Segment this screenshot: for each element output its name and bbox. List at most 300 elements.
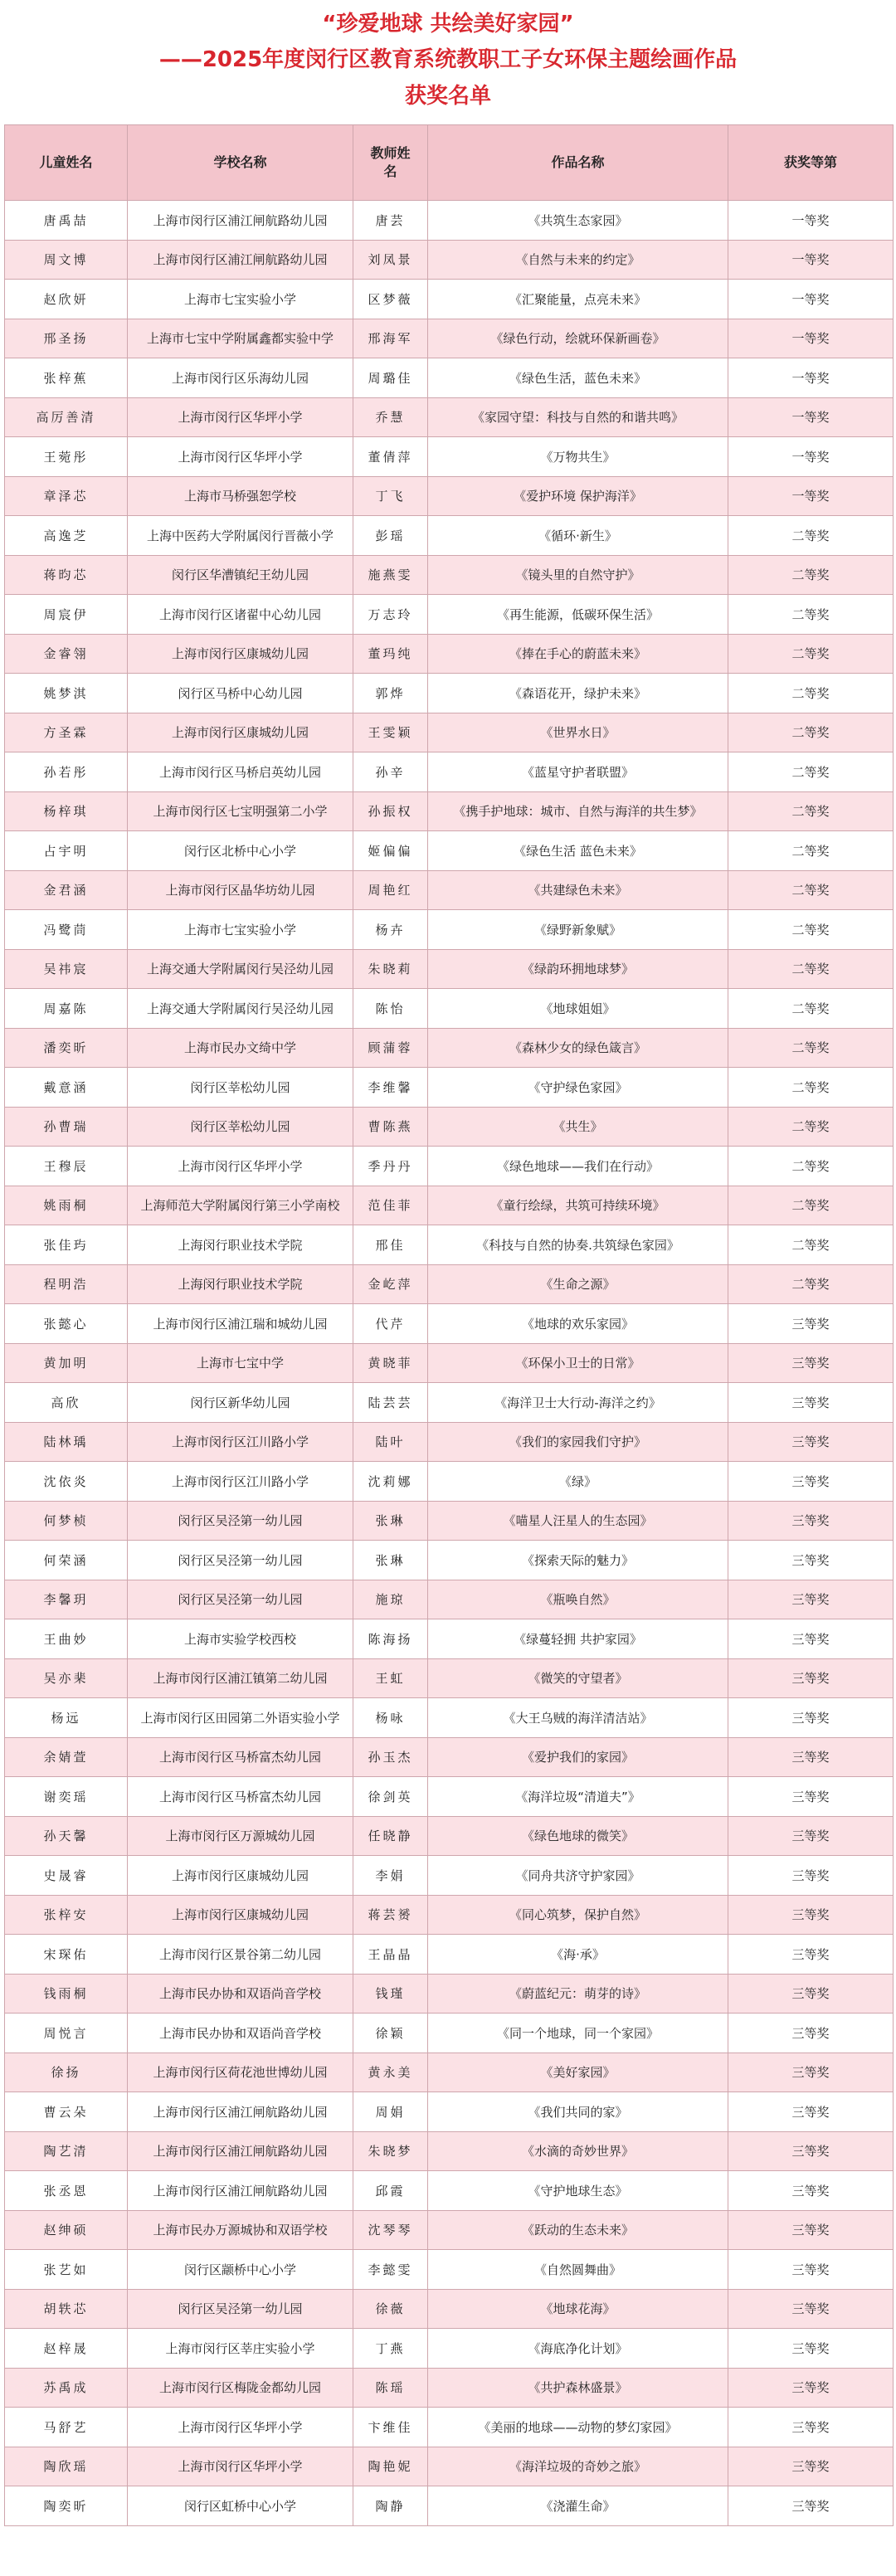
child-name-cell: 周宸伊 <box>5 595 128 635</box>
award-level-cell: 三等奖 <box>728 2210 894 2250</box>
school-name-cell: 上海市闵行区华坪小学 <box>128 2408 353 2447</box>
table-row <box>5 1422 894 1462</box>
school-name-cell: 闵行区马桥中心幼儿园 <box>128 674 353 713</box>
child-name-cell: 沈依炎 <box>5 1462 128 1502</box>
school-name-cell: 上海师范大学附属闵行第三小学南校 <box>128 1186 353 1225</box>
artwork-name-cell: 《自然与未来的约定》 <box>428 240 728 280</box>
award-level-cell: 一等奖 <box>728 280 894 319</box>
award-level-cell: 一等奖 <box>728 397 894 437</box>
child-name-cell: 何荣涵 <box>5 1541 128 1580</box>
award-level-cell: 二等奖 <box>728 949 894 989</box>
school-name-cell: 上海市闵行区马桥启英幼儿园 <box>128 752 353 792</box>
teacher-name-cell: 施琼 <box>353 1580 428 1619</box>
artwork-name-cell: 《我们共同的家》 <box>428 2092 728 2132</box>
teacher-name-cell: 曹陈燕 <box>353 1107 428 1147</box>
school-name-cell: 上海市闵行区浦江闸航路幼儿园 <box>128 2171 353 2211</box>
school-name-cell: 闵行区吴泾第一幼儿园 <box>128 1580 353 1619</box>
teacher-name-cell: 王晶晶 <box>353 1935 428 1975</box>
child-name-cell: 王菀彤 <box>5 437 128 477</box>
school-name-cell: 上海市民办协和双语尚音学校 <box>128 1974 353 2014</box>
school-name-cell: 上海市闵行区莘庄实验小学 <box>128 2329 353 2369</box>
teacher-name-cell: 范佳菲 <box>353 1186 428 1225</box>
table-row <box>5 319 894 358</box>
teacher-name-cell: 徐颖 <box>353 2014 428 2053</box>
child-name-cell: 苏禹成 <box>5 2368 128 2408</box>
child-name-cell: 徐扬 <box>5 2053 128 2092</box>
table-row <box>5 1974 894 2014</box>
award-level-cell: 一等奖 <box>728 437 894 477</box>
table-row <box>5 1068 894 1108</box>
child-name-cell: 潘奕昕 <box>5 1028 128 1068</box>
award-level-cell: 三等奖 <box>728 2171 894 2211</box>
award-level-cell: 三等奖 <box>728 1304 894 1344</box>
artwork-name-cell: 《海洋卫士大行动-海洋之约》 <box>428 1383 728 1423</box>
table-row <box>5 2250 894 2290</box>
school-name-cell: 闵行区北桥中心小学 <box>128 831 353 871</box>
table-row <box>5 397 894 437</box>
table-row <box>5 280 894 319</box>
award-level-cell: 二等奖 <box>728 989 894 1029</box>
award-level-cell: 三等奖 <box>728 1541 894 1580</box>
school-name-cell: 上海市闵行区景谷第二幼儿园 <box>128 1935 353 1975</box>
artwork-name-cell: 《共护森林盛景》 <box>428 2368 728 2408</box>
teacher-name-cell: 周娟 <box>353 2092 428 2132</box>
table-row <box>5 1186 894 1225</box>
child-name-cell: 孙曹瑞 <box>5 1107 128 1147</box>
artwork-name-cell: 《守护绿色家园》 <box>428 1068 728 1108</box>
child-name-cell: 胡轶芯 <box>5 2289 128 2329</box>
artwork-name-cell: 《自然圆舞曲》 <box>428 2250 728 2290</box>
award-table <box>4 124 894 2526</box>
artwork-name-cell: 《共建绿色未来》 <box>428 870 728 910</box>
teacher-name-cell: 区梦薇 <box>353 280 428 319</box>
table-row <box>5 634 894 674</box>
school-name-cell: 闵行区莘松幼儿园 <box>128 1068 353 1108</box>
child-name-cell: 王穆辰 <box>5 1147 128 1186</box>
award-level-cell: 三等奖 <box>728 1856 894 1896</box>
artwork-name-cell: 《循环·新生》 <box>428 516 728 556</box>
artwork-name-cell: 《汇聚能量，点亮未来》 <box>428 280 728 319</box>
award-level-cell: 二等奖 <box>728 870 894 910</box>
table-row <box>5 1816 894 1856</box>
award-level-cell: 三等奖 <box>728 1462 894 1502</box>
artwork-name-cell: 《绿色行动，绘就环保新画卷》 <box>428 319 728 358</box>
school-name-cell: 上海市闵行区七宝明强第二小学 <box>128 791 353 831</box>
child-name-cell: 钱雨桐 <box>5 1974 128 2014</box>
table-row <box>5 1304 894 1344</box>
child-name-cell: 曹云朵 <box>5 2092 128 2132</box>
award-level-cell: 三等奖 <box>728 1343 894 1383</box>
award-level-cell: 三等奖 <box>728 2250 894 2290</box>
table-row <box>5 2329 894 2369</box>
table-row <box>5 1619 894 1659</box>
child-name-cell: 张梓蕉 <box>5 358 128 398</box>
artwork-name-cell: 《蔚蓝纪元：萌芽的诗》 <box>428 1974 728 2014</box>
teacher-name-cell: 蒋芸赟 <box>353 1895 428 1935</box>
award-level-cell: 二等奖 <box>728 910 894 950</box>
school-name-cell: 上海交通大学附属闵行吴泾幼儿园 <box>128 989 353 1029</box>
child-name-cell: 陶欣瑶 <box>5 2447 128 2486</box>
teacher-name-cell: 施燕雯 <box>353 555 428 595</box>
table-row <box>5 1028 894 1068</box>
table-row <box>5 595 894 635</box>
teacher-name-cell: 朱晓莉 <box>353 949 428 989</box>
award-level-cell: 三等奖 <box>728 2131 894 2171</box>
table-row <box>5 1935 894 1975</box>
award-level-cell: 二等奖 <box>728 1186 894 1225</box>
artwork-name-cell: 《绿色地球的微笑》 <box>428 1816 728 1856</box>
artwork-name-cell: 《绿野新象赋》 <box>428 910 728 950</box>
table-row <box>5 1777 894 1817</box>
table-row <box>5 1895 894 1935</box>
child-name-cell: 邢圣扬 <box>5 319 128 358</box>
child-name-cell: 占宇明 <box>5 831 128 871</box>
table-row <box>5 752 894 792</box>
school-name-cell: 闵行区莘松幼儿园 <box>128 1107 353 1147</box>
child-name-cell: 唐禹喆 <box>5 201 128 241</box>
award-level-cell: 二等奖 <box>728 791 894 831</box>
teacher-name-cell: 郭烨 <box>353 674 428 713</box>
teacher-name-cell: 万志玲 <box>353 595 428 635</box>
artwork-name-cell: 《共筑生态家园》 <box>428 201 728 241</box>
table-body <box>5 201 894 2526</box>
school-name-cell: 上海市闵行区晶华坊幼儿园 <box>128 870 353 910</box>
award-level-cell: 二等奖 <box>728 1028 894 1068</box>
child-name-cell: 谢奕瑶 <box>5 1777 128 1817</box>
award-level-cell: 三等奖 <box>728 2447 894 2486</box>
table-row <box>5 713 894 752</box>
school-name-cell: 上海市闵行区荷花池世博幼儿园 <box>128 2053 353 2092</box>
school-name-cell: 闵行区虹桥中心小学 <box>128 2486 353 2526</box>
child-name-cell: 陶艺清 <box>5 2131 128 2171</box>
school-name-cell: 上海市闵行区浦江闸航路幼儿园 <box>128 240 353 280</box>
teacher-name-cell: 刘凤景 <box>353 240 428 280</box>
artwork-name-cell: 《海洋垃圾的奇妙之旅》 <box>428 2447 728 2486</box>
child-name-cell: 马舒艺 <box>5 2408 128 2447</box>
child-name-cell: 张佳玙 <box>5 1225 128 1265</box>
school-name-cell: 上海市民办协和双语尚音学校 <box>128 2014 353 2053</box>
award-level-cell: 二等奖 <box>728 831 894 871</box>
artwork-name-cell: 《浇灌生命》 <box>428 2486 728 2526</box>
award-level-cell: 二等奖 <box>728 595 894 635</box>
artwork-name-cell: 《再生能源，低碳环保生活》 <box>428 595 728 635</box>
teacher-name-cell: 朱晓梦 <box>353 2131 428 2171</box>
school-name-cell: 上海市马桥强恕学校 <box>128 476 353 516</box>
award-level-cell: 二等奖 <box>728 1147 894 1186</box>
teacher-name-cell: 卞维佳 <box>353 2408 428 2447</box>
artwork-name-cell: 《美丽的地球——动物的梦幻家园》 <box>428 2408 728 2447</box>
table-row <box>5 358 894 398</box>
artwork-name-cell: 《大王乌贼的海洋清洁站》 <box>428 1698 728 1738</box>
child-name-cell: 黄加明 <box>5 1343 128 1383</box>
award-level-cell: 二等奖 <box>728 1107 894 1147</box>
child-name-cell: 张艺如 <box>5 2250 128 2290</box>
artwork-name-cell: 《水滴的奇妙世界》 <box>428 2131 728 2171</box>
award-level-cell: 三等奖 <box>728 1935 894 1975</box>
award-level-cell: 三等奖 <box>728 1974 894 2014</box>
child-name-cell: 余婧萱 <box>5 1737 128 1777</box>
school-name-cell: 上海市闵行区田园第二外语实验小学 <box>128 1698 353 1738</box>
teacher-name-cell: 沈莉娜 <box>353 1462 428 1502</box>
school-name-cell: 上海市闵行区浦江闸航路幼儿园 <box>128 2131 353 2171</box>
award-level-cell: 一等奖 <box>728 319 894 358</box>
child-name-cell: 杨梓琪 <box>5 791 128 831</box>
artwork-name-cell: 《探索天际的魅力》 <box>428 1541 728 1580</box>
child-name-cell: 赵绅硕 <box>5 2210 128 2250</box>
child-name-cell: 姚雨桐 <box>5 1186 128 1225</box>
teacher-name-cell: 邱霞 <box>353 2171 428 2211</box>
teacher-name-cell: 徐薇 <box>353 2289 428 2329</box>
child-name-cell: 吴亦棐 <box>5 1658 128 1698</box>
artwork-name-cell: 《生命之源》 <box>428 1264 728 1304</box>
award-level-cell: 三等奖 <box>728 1580 894 1619</box>
school-name-cell: 上海市闵行区浦江瑞和城幼儿园 <box>128 1304 353 1344</box>
child-name-cell: 张丞恩 <box>5 2171 128 2211</box>
artwork-name-cell: 《绿》 <box>428 1462 728 1502</box>
artwork-name-cell: 《同一个地球，同一个家园》 <box>428 2014 728 2053</box>
table-row <box>5 2408 894 2447</box>
child-name-cell: 程明浩 <box>5 1264 128 1304</box>
teacher-name-cell: 杨卉 <box>353 910 428 950</box>
table-row <box>5 2131 894 2171</box>
table-row <box>5 2053 894 2092</box>
table-row <box>5 791 894 831</box>
school-name-cell: 上海市闵行区万源城幼儿园 <box>128 1816 353 1856</box>
child-name-cell: 冯鹭茼 <box>5 910 128 950</box>
teacher-name-cell: 陆芸芸 <box>353 1383 428 1423</box>
artwork-name-cell: 《镜头里的自然守护》 <box>428 555 728 595</box>
artwork-name-cell: 《科技与自然的协奏.共筑绿色家园》 <box>428 1225 728 1265</box>
school-name-cell: 上海市闵行区乐海幼儿园 <box>128 358 353 398</box>
teacher-name-cell: 张琳 <box>353 1541 428 1580</box>
child-name-cell: 陶奕昕 <box>5 2486 128 2526</box>
artwork-name-cell: 《爱护环境 保护海洋》 <box>428 476 728 516</box>
table-row <box>5 1264 894 1304</box>
school-name-cell: 上海市民办万源城协和双语学校 <box>128 2210 353 2250</box>
school-name-cell: 上海市闵行区华坪小学 <box>128 2447 353 2486</box>
artwork-name-cell: 《守护地球生态》 <box>428 2171 728 2211</box>
award-level-cell: 三等奖 <box>728 1737 894 1777</box>
award-level-cell: 三等奖 <box>728 1383 894 1423</box>
award-level-cell: 一等奖 <box>728 476 894 516</box>
teacher-name-cell: 顾蒲蓉 <box>353 1028 428 1068</box>
column-header-award: 获奖等第 <box>728 125 894 201</box>
teacher-name-cell: 周璐佳 <box>353 358 428 398</box>
table-row <box>5 476 894 516</box>
teacher-name-cell: 金屹萍 <box>353 1264 428 1304</box>
table-row <box>5 870 894 910</box>
table-row <box>5 1541 894 1580</box>
teacher-name-cell: 李维馨 <box>353 1068 428 1108</box>
school-name-cell: 上海市闵行区江川路小学 <box>128 1462 353 1502</box>
child-name-cell: 章泽芯 <box>5 476 128 516</box>
award-level-cell: 三等奖 <box>728 2092 894 2132</box>
school-name-cell: 上海市七宝中学附属鑫都实验中学 <box>128 319 353 358</box>
teacher-name-cell: 沈琴琴 <box>353 2210 428 2250</box>
award-level-cell: 二等奖 <box>728 1068 894 1108</box>
table-row <box>5 437 894 477</box>
table-row <box>5 949 894 989</box>
table-row <box>5 2289 894 2329</box>
teacher-name-cell: 孙振权 <box>353 791 428 831</box>
child-name-cell: 金睿翎 <box>5 634 128 674</box>
table-row <box>5 831 894 871</box>
table-row <box>5 2447 894 2486</box>
table-row <box>5 516 894 556</box>
child-name-cell: 金君涵 <box>5 870 128 910</box>
teacher-name-cell: 陆叶 <box>353 1422 428 1462</box>
artwork-name-cell: 《森林少女的绿色箴言》 <box>428 1028 728 1068</box>
school-name-cell: 上海中医药大学附属闵行晋薇小学 <box>128 516 353 556</box>
teacher-name-cell: 董倩萍 <box>353 437 428 477</box>
award-level-cell: 三等奖 <box>728 1658 894 1698</box>
school-name-cell: 上海市七宝实验小学 <box>128 280 353 319</box>
child-name-cell: 杨远 <box>5 1698 128 1738</box>
column-header-school: 学校名称 <box>128 125 353 201</box>
teacher-name-cell: 孙玉杰 <box>353 1737 428 1777</box>
teacher-name-cell: 孙辛 <box>353 752 428 792</box>
school-name-cell: 上海市闵行区华坪小学 <box>128 437 353 477</box>
column-header-teacher: 教师姓名 <box>353 125 428 201</box>
teacher-name-cell: 李懿雯 <box>353 2250 428 2290</box>
teacher-name-cell: 王雯颖 <box>353 713 428 752</box>
child-name-cell: 何梦桢 <box>5 1501 128 1541</box>
child-name-cell: 周嘉陈 <box>5 989 128 1029</box>
teacher-name-cell: 张琳 <box>353 1501 428 1541</box>
award-level-cell: 三等奖 <box>728 2329 894 2369</box>
school-name-cell: 上海市闵行区马桥富杰幼儿园 <box>128 1737 353 1777</box>
artwork-name-cell: 《绿韵环拥地球梦》 <box>428 949 728 989</box>
artwork-name-cell: 《瓶唤自然》 <box>428 1580 728 1619</box>
child-name-cell: 孙天馨 <box>5 1816 128 1856</box>
teacher-name-cell: 徐剑英 <box>353 1777 428 1817</box>
table-row <box>5 1383 894 1423</box>
artwork-name-cell: 《地球的欢乐家园》 <box>428 1304 728 1344</box>
teacher-name-cell: 丁飞 <box>353 476 428 516</box>
table-row <box>5 2171 894 2211</box>
award-level-cell: 三等奖 <box>728 2289 894 2329</box>
title-line-3: 获奖名单 <box>404 84 491 109</box>
school-name-cell: 上海市闵行区浦江闸航路幼儿园 <box>128 201 353 241</box>
school-name-cell: 闵行区新华幼儿园 <box>128 1383 353 1423</box>
award-level-cell: 二等奖 <box>728 674 894 713</box>
award-level-cell: 三等奖 <box>728 2368 894 2408</box>
award-level-cell: 一等奖 <box>728 358 894 398</box>
artwork-name-cell: 《地球花海》 <box>428 2289 728 2329</box>
teacher-name-cell: 唐芸 <box>353 201 428 241</box>
table-row <box>5 1658 894 1698</box>
artwork-name-cell: 《家园守望：科技与自然的和谐共鸣》 <box>428 397 728 437</box>
artwork-name-cell: 《森语花开，绿护未来》 <box>428 674 728 713</box>
child-name-cell: 李馨玥 <box>5 1580 128 1619</box>
column-header-artwork: 作品名称 <box>428 125 728 201</box>
teacher-name-cell: 季丹丹 <box>353 1147 428 1186</box>
child-name-cell: 赵梓晟 <box>5 2329 128 2369</box>
award-level-cell: 三等奖 <box>728 1777 894 1817</box>
table-row <box>5 1580 894 1619</box>
child-name-cell: 王曲妙 <box>5 1619 128 1659</box>
teacher-name-cell: 丁燕 <box>353 2329 428 2369</box>
teacher-name-cell: 周艳红 <box>353 870 428 910</box>
table-row <box>5 674 894 713</box>
column-header-child-name: 儿童姓名 <box>5 125 128 201</box>
artwork-name-cell: 《携手护地球：城市、自然与海洋的共生梦》 <box>428 791 728 831</box>
teacher-name-cell: 代芹 <box>353 1304 428 1344</box>
table-row <box>5 1698 894 1738</box>
award-level-cell: 二等奖 <box>728 752 894 792</box>
table-row <box>5 2210 894 2250</box>
school-name-cell: 上海闵行职业技术学院 <box>128 1225 353 1265</box>
school-name-cell: 上海市闵行区浦江闸航路幼儿园 <box>128 2092 353 2132</box>
table-row <box>5 989 894 1029</box>
award-level-cell: 二等奖 <box>728 516 894 556</box>
table-row <box>5 2368 894 2408</box>
title-line-2: ——2025年度闵行区教育系统教职工子女环保主题绘画作品 <box>158 47 738 72</box>
artwork-name-cell: 《万物共生》 <box>428 437 728 477</box>
child-name-cell: 宋琛佑 <box>5 1935 128 1975</box>
artwork-name-cell: 《同心筑梦，保护自然》 <box>428 1895 728 1935</box>
artwork-name-cell: 《爱护我们的家园》 <box>428 1737 728 1777</box>
award-level-cell: 三等奖 <box>728 1422 894 1462</box>
table-row <box>5 1343 894 1383</box>
award-level-cell: 三等奖 <box>728 1501 894 1541</box>
school-name-cell: 上海市闵行区浦江镇第二幼儿园 <box>128 1658 353 1698</box>
award-level-cell: 二等奖 <box>728 1264 894 1304</box>
table-row <box>5 2092 894 2132</box>
table-row <box>5 1462 894 1502</box>
artwork-name-cell: 《环保小卫士的日常》 <box>428 1343 728 1383</box>
school-name-cell: 上海市闵行区康城幼儿园 <box>128 1856 353 1896</box>
artwork-name-cell: 《绿色生活，蓝色未来》 <box>428 358 728 398</box>
table-row <box>5 910 894 950</box>
artwork-name-cell: 《同舟共济守护家园》 <box>428 1856 728 1896</box>
artwork-name-cell: 《海底净化计划》 <box>428 2329 728 2369</box>
award-level-cell: 一等奖 <box>728 240 894 280</box>
table-row <box>5 1147 894 1186</box>
award-level-cell: 二等奖 <box>728 634 894 674</box>
table-row <box>5 2486 894 2526</box>
child-name-cell: 周悦言 <box>5 2014 128 2053</box>
teacher-name-cell: 李娟 <box>353 1856 428 1896</box>
artwork-name-cell: 《地球姐姐》 <box>428 989 728 1029</box>
artwork-name-cell: 《我们的家园我们守护》 <box>428 1422 728 1462</box>
child-name-cell: 蒋昀芯 <box>5 555 128 595</box>
school-name-cell: 上海交通大学附属闵行吴泾幼儿园 <box>128 949 353 989</box>
award-level-cell: 一等奖 <box>728 201 894 241</box>
award-level-cell: 三等奖 <box>728 2408 894 2447</box>
school-name-cell: 上海市闵行区华坪小学 <box>128 1147 353 1186</box>
artwork-name-cell: 《绿色地球——我们在行动》 <box>428 1147 728 1186</box>
award-level-cell: 三等奖 <box>728 1698 894 1738</box>
table-row <box>5 201 894 241</box>
artwork-name-cell: 《共生》 <box>428 1107 728 1147</box>
artwork-name-cell: 《世界水日》 <box>428 713 728 752</box>
school-name-cell: 上海闵行职业技术学院 <box>128 1264 353 1304</box>
teacher-name-cell: 邢佳 <box>353 1225 428 1265</box>
table-row <box>5 2014 894 2053</box>
school-name-cell: 上海市闵行区诸翟中心幼儿园 <box>128 595 353 635</box>
child-name-cell: 张梓安 <box>5 1895 128 1935</box>
title-line-1: “珍爱地球 共绘美好家园” <box>322 12 574 37</box>
school-name-cell: 上海市闵行区马桥富杰幼儿园 <box>128 1777 353 1817</box>
artwork-name-cell: 《微笑的守望者》 <box>428 1658 728 1698</box>
child-name-cell: 姚梦淇 <box>5 674 128 713</box>
table-row <box>5 1107 894 1147</box>
child-name-cell: 高欣 <box>5 1383 128 1423</box>
school-name-cell: 上海市闵行区康城幼儿园 <box>128 1895 353 1935</box>
child-name-cell: 张懿心 <box>5 1304 128 1344</box>
teacher-name-cell: 陶静 <box>353 2486 428 2526</box>
